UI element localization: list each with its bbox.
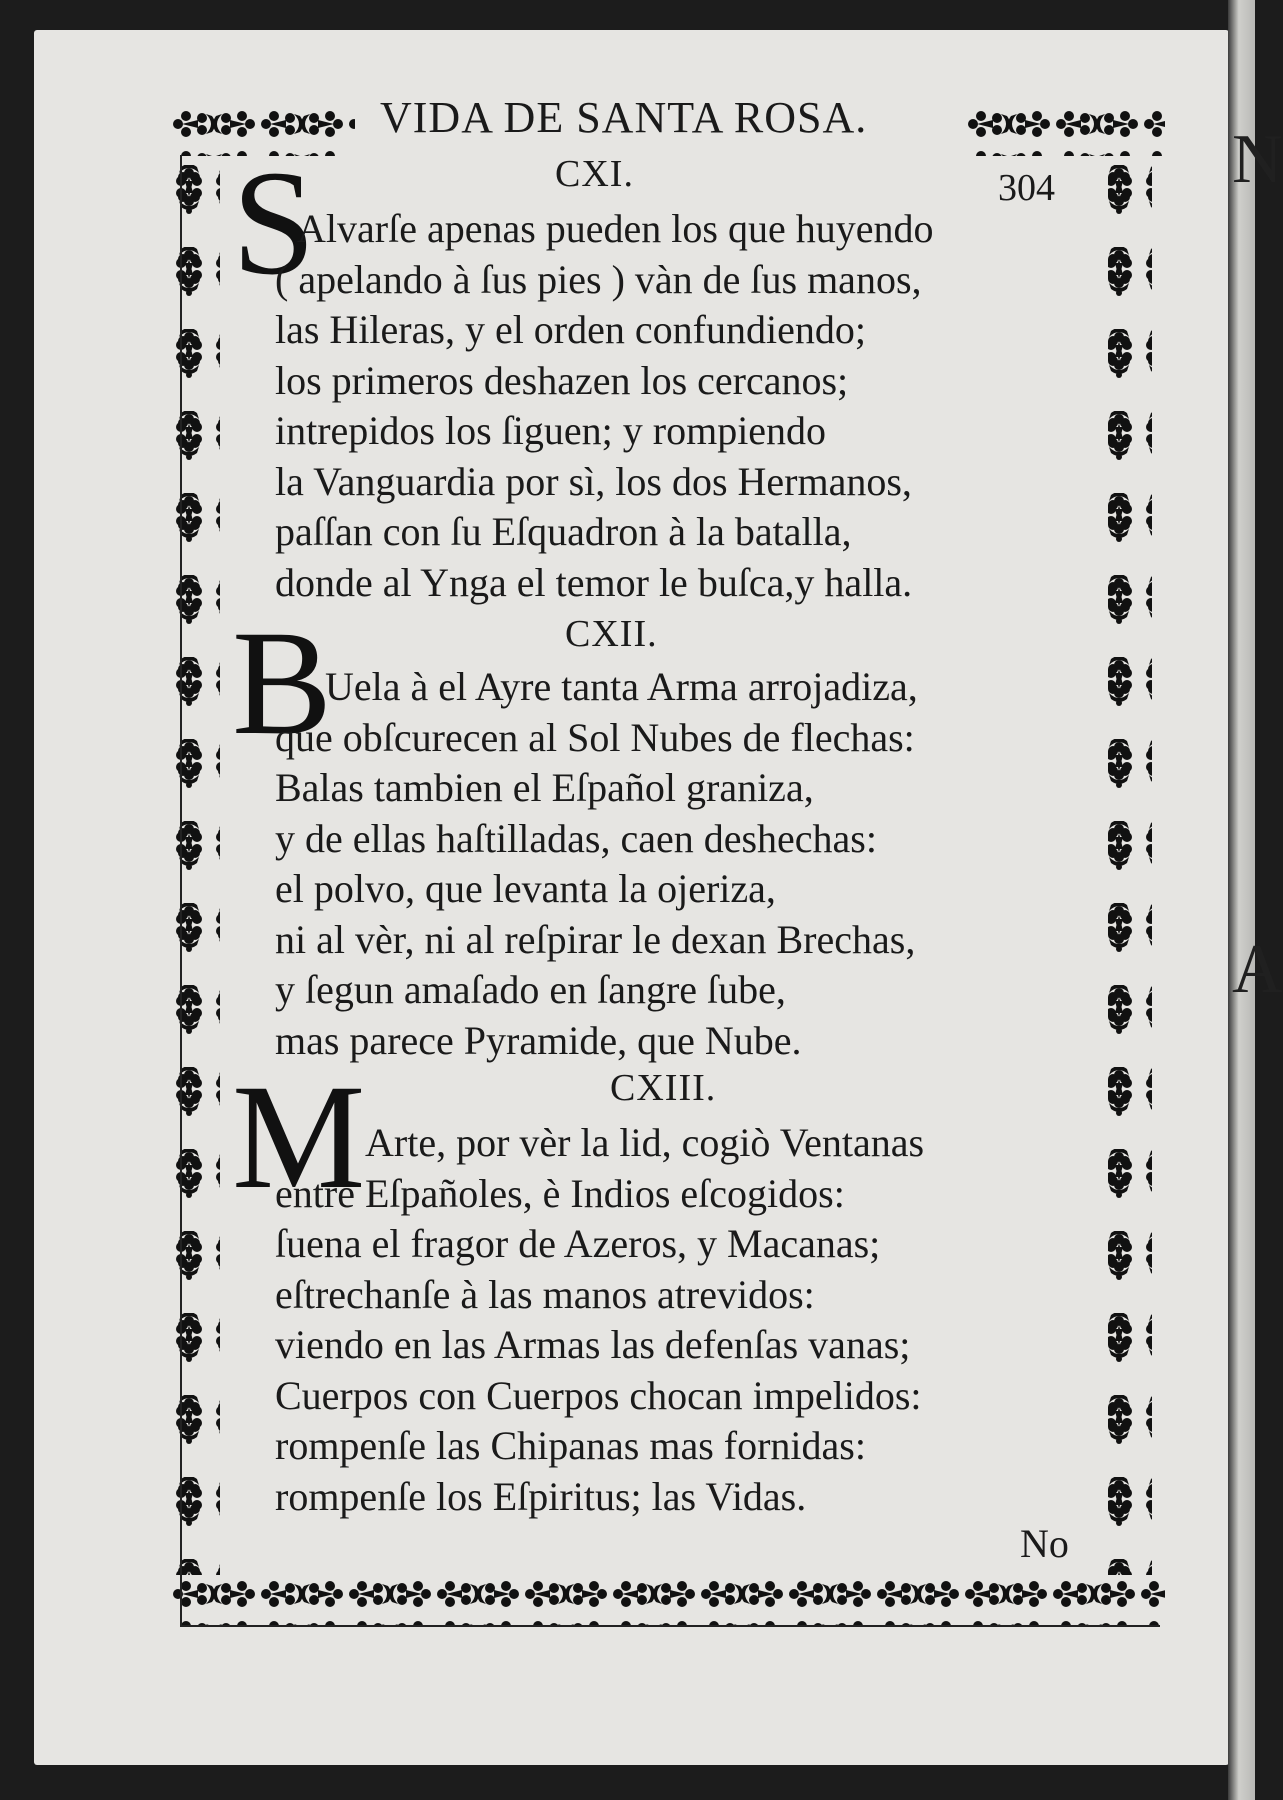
stanza-number: CXIII. bbox=[610, 1067, 717, 1109]
verse-line: Arte, por vèr la lid, cogiò Ventanas bbox=[365, 1120, 925, 1165]
catchword: No bbox=[1020, 1521, 1069, 1566]
verse-line: Uela à el Ayre tanta Arma arrojadiza, bbox=[325, 664, 918, 709]
verse-line: los primeros deshazen los cercanos; bbox=[275, 357, 849, 403]
verse-line: eſtrechanſe à las manos atrevidos: bbox=[275, 1271, 815, 1317]
verse-line: rompenſe las Chipanas mas fornidas: bbox=[275, 1423, 866, 1468]
page-number: 304 bbox=[998, 167, 1055, 209]
drop-cap: S bbox=[232, 140, 316, 306]
verse-line: paſſan con ſu Eſquadron à la batalla, bbox=[275, 509, 852, 554]
facing-page-letter: N bbox=[1232, 121, 1283, 198]
running-head: VIDA DE SANTA ROSA. bbox=[380, 93, 868, 142]
facing-page-edge bbox=[1228, 0, 1283, 1800]
verse-line: Alvarſe apenas pueden los que huyendo bbox=[297, 206, 934, 251]
drop-cap: M bbox=[232, 1054, 366, 1220]
frame-rule-left bbox=[180, 155, 182, 1625]
verse-line: ni al vèr, ni al reſpirar le dexan Brechas, bbox=[275, 916, 916, 962]
stanza-number: CXI. bbox=[555, 153, 634, 195]
facing-page-letter: A bbox=[1232, 931, 1283, 1008]
verse-line: intrepidos los ſiguen; y rompiendo bbox=[275, 408, 827, 453]
verse-line: mas parece Pyramide, que Nube. bbox=[275, 1017, 802, 1063]
left-ornament-border bbox=[170, 165, 226, 1640]
verse-line: el polvo, que levanta la ojeriza, bbox=[275, 866, 776, 911]
verse-line: las Hileras, y el orden confundiendo; bbox=[275, 307, 866, 352]
verse-line: que obſcurecen al Sol Nubes de flechas: bbox=[275, 714, 915, 760]
verse-line: entre Eſpañoles, è Indios eſcogidos: bbox=[275, 1170, 845, 1216]
stanza-number: CXII. bbox=[565, 613, 658, 655]
verse-line: viendo en las Armas las defenſas vanas; bbox=[275, 1322, 911, 1367]
verse-line: Balas tambien el Eſpañol graniza, bbox=[275, 765, 814, 810]
frame-rule-bottom bbox=[180, 1625, 1160, 1627]
stanza-verse bbox=[275, 1118, 924, 1522]
verse-line: ſuena el fragor de Azeros, y Macanas; bbox=[275, 1221, 881, 1266]
verse-line: ( apelando à ſus pies ) vàn de ſus manos, bbox=[275, 256, 922, 302]
stanza-verse bbox=[275, 204, 933, 608]
verse-line: donde al Ynga el temor le buſca,y halla. bbox=[275, 559, 913, 605]
top-right-ornament bbox=[965, 105, 1165, 165]
verse-line: Cuerpos con Cuerpos chocan impelidos: bbox=[275, 1372, 922, 1418]
drop-cap: B bbox=[232, 600, 333, 766]
right-ornament-border bbox=[1100, 165, 1160, 1640]
verse-line: la Vanguardia por sì, los dos Hermanos, bbox=[275, 458, 912, 504]
stanza-verse bbox=[275, 662, 918, 1066]
verse-line: y ſegun amaſado en ſangre ſube, bbox=[275, 967, 786, 1012]
verse-line: rompenſe los Eſpiritus; las Vidas. bbox=[275, 1473, 807, 1519]
verse-line: y de ellas haſtilladas, caen deshechas: bbox=[275, 815, 877, 861]
